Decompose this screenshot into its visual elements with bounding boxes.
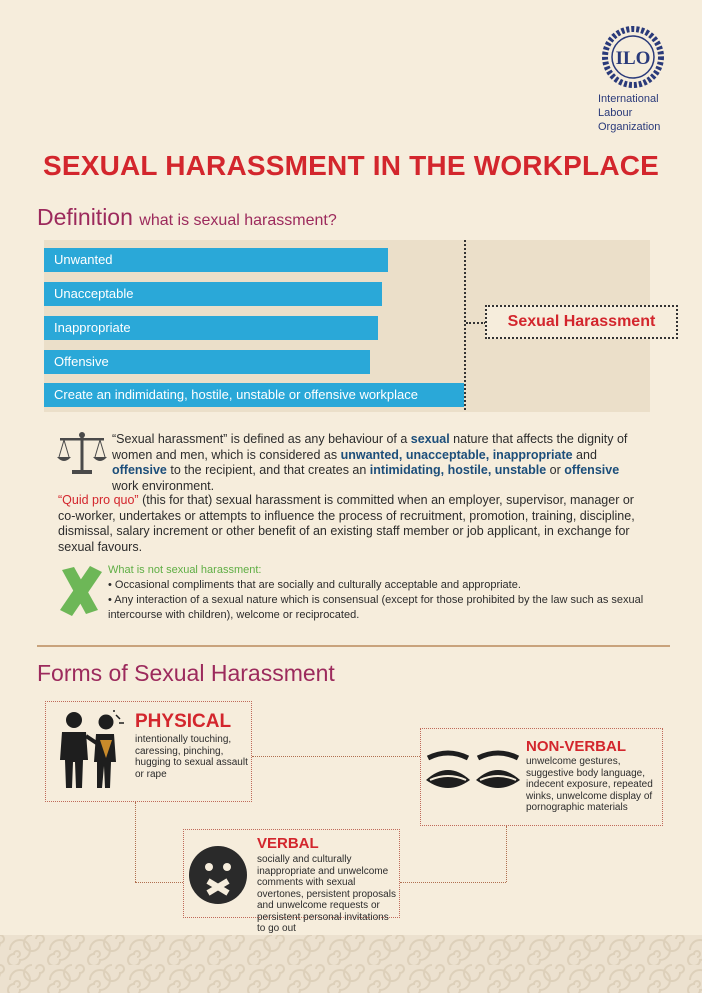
logo-line-3: Organization bbox=[598, 121, 661, 133]
def-text-4: to the recipient, and that creates an bbox=[166, 463, 370, 477]
two-people-icon bbox=[54, 710, 132, 792]
quid-pro-quo-text: (this for that) sexual harassment is committed when an employer, supervisor, manager or co-worker, undertakes or attempts to influence the process of recruitment, promotion, training, discipline, dismissal, salary increment or other benefit of an existing staff member or job applicant, in exchange for sexual favours. bbox=[58, 493, 635, 554]
connector-nonverbal-down bbox=[506, 826, 507, 882]
definition-paragraph bbox=[112, 432, 642, 494]
swirl-pattern-icon bbox=[0, 935, 702, 993]
def-bold-sexual: sexual bbox=[410, 432, 450, 446]
decorative-swirl-pattern bbox=[0, 935, 702, 993]
ilo-logo bbox=[598, 26, 670, 134]
definition-bar-unacceptable: Unacceptable bbox=[44, 282, 382, 306]
gagged-face-icon bbox=[188, 845, 248, 905]
section-divider bbox=[37, 645, 670, 647]
def-text-3: and bbox=[572, 447, 597, 462]
def-text-2: nature that affects the dignity of women and men, which is considered as bbox=[112, 432, 628, 462]
not-sh-item-1: • Occasional compliments that are socially and culturally acceptable and appropriate. bbox=[108, 579, 521, 591]
logo-line-2: Labour bbox=[598, 107, 633, 119]
physical-text: intentionally touching, caressing, pinching, hugging to sexual assault or rape bbox=[135, 734, 248, 780]
eyes-icon bbox=[424, 750, 524, 802]
page-title: SEXUAL HARASSMENT IN THE WORKPLACE bbox=[42, 150, 660, 181]
non-verbal-title: NON-VERBAL bbox=[526, 738, 626, 755]
verbal-text: socially and culturally inappropriate and unwelcome comments with sexual overtones, persistent proposals and unwelcome requests or persistent personal invitations to go out bbox=[257, 854, 396, 934]
connector-vertical bbox=[464, 240, 466, 410]
definition-bar-inappropriate: Inappropriate bbox=[44, 316, 378, 340]
verbal-title: VERBAL bbox=[257, 835, 319, 852]
connector-physical-down bbox=[135, 802, 136, 882]
connector-physical-verbal bbox=[135, 882, 183, 883]
x-mark-icon bbox=[56, 564, 104, 618]
connector-horizontal bbox=[466, 322, 486, 324]
definition-bar-workplace: Create an indimidating, hostile, unstable or offensive workplace bbox=[44, 383, 464, 407]
def-text-5: or bbox=[546, 463, 565, 477]
not-sexual-harassment bbox=[108, 563, 648, 623]
def-bold-intimidating: intimidating, hostile, unstable bbox=[369, 463, 547, 477]
definition-bar-unwanted: Unwanted bbox=[44, 248, 388, 272]
definition-heading bbox=[37, 204, 337, 231]
non-verbal-text: unwelcome gestures, suggestive body language, indecent exposure, repeated winks, unwelcome display of pornographic materials bbox=[526, 756, 653, 813]
logo-line-1: International bbox=[598, 93, 659, 105]
sexual-harassment-label: Sexual Harassment bbox=[485, 305, 678, 339]
forms-heading: Forms of Sexual Harassment bbox=[37, 660, 335, 686]
definition-bar-offensive: Offensive bbox=[44, 350, 370, 374]
definition-heading-main: Definition bbox=[37, 204, 133, 230]
def-text-1: “Sexual harassment” is defined as any behaviour of a bbox=[112, 432, 411, 446]
definition-heading-sub: what is sexual harassment? bbox=[139, 212, 337, 229]
def-text-6: work environment. bbox=[112, 478, 215, 493]
quid-pro-quo-term: “Quid pro quo” bbox=[58, 493, 139, 507]
connector-nonverbal-verbal bbox=[400, 882, 506, 883]
not-sh-item-2: • Any interaction of a sexual nature which is consensual (except for those prohibited by the law such as sexual intercourse with children), welcome or reciprocated. bbox=[108, 594, 644, 621]
def-bold-offensive-2: offensive bbox=[564, 463, 620, 477]
not-sh-heading: What is not sexual harassment: bbox=[108, 564, 262, 576]
logo-mark: ILO bbox=[615, 48, 651, 69]
scale-of-justice-icon bbox=[56, 431, 108, 477]
physical-title: PHYSICAL bbox=[135, 711, 232, 732]
quid-pro-quo-paragraph bbox=[58, 493, 648, 555]
def-bold-unwanted: unwanted, unacceptable, inappropriate bbox=[340, 447, 573, 462]
connector-physical-nonverbal bbox=[252, 756, 420, 757]
def-bold-offensive: offensive bbox=[112, 463, 167, 477]
ilo-globe-icon bbox=[600, 26, 666, 88]
